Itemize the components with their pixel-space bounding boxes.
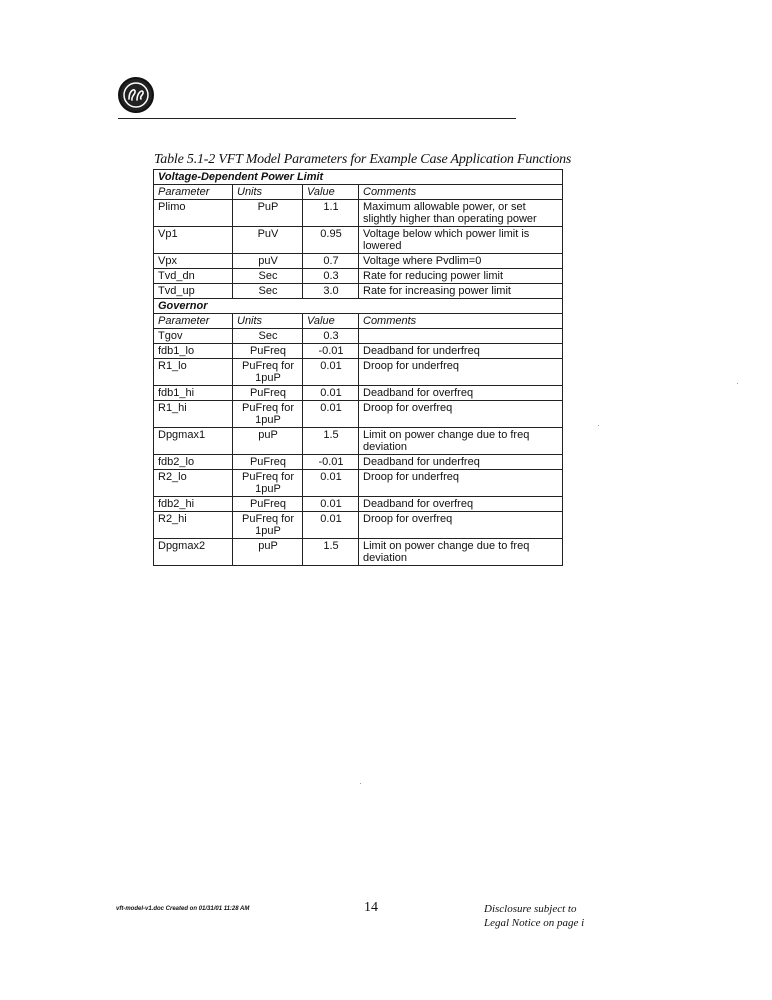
value-cell: -0.01 [303,455,359,470]
comment-cell: Deadband for overfreq [359,386,563,401]
value-cell: 0.3 [303,269,359,284]
comment-cell: Droop for underfreq [359,359,563,386]
param-cell: fdb2_lo [154,455,233,470]
value-cell: 1.1 [303,200,359,227]
column-header: Parameter [154,185,233,200]
units-cell: Sec [233,284,303,299]
units-cell: puV [233,254,303,269]
table-row [154,344,563,359]
table-row [154,497,563,512]
column-header: Value [303,314,359,329]
page-number: 14 [364,900,378,915]
value-cell: 0.7 [303,254,359,269]
units-cell: puP [233,539,303,566]
param-cell: fdb1_lo [154,344,233,359]
table-row [154,284,563,299]
comment-cell: Limit on power change due to freq deviation [359,428,563,455]
table-row [154,359,563,386]
units-cell: Sec [233,269,303,284]
value-cell: 1.5 [303,539,359,566]
value-cell: 0.95 [303,227,359,254]
param-cell: fdb1_hi [154,386,233,401]
column-header-row [154,314,563,329]
param-cell: Dpgmax1 [154,428,233,455]
table-row [154,269,563,284]
table-row [154,401,563,428]
comment-cell: Droop for overfreq [359,401,563,428]
value-cell: 0.01 [303,401,359,428]
column-header-row [154,185,563,200]
table-caption: Table 5.1-2 VFT Model Parameters for Example Case Application Functions [154,152,572,167]
table-row [154,227,563,254]
section-title-row [154,170,563,185]
scan-speck [360,783,361,784]
table-row [154,386,563,401]
comment-cell: Droop for underfreq [359,470,563,497]
comment-cell: Voltage below which power limit is lowered [359,227,563,254]
param-cell: R2_lo [154,470,233,497]
footer-file-info: vft-model-v1.doc Created on 01/31/01 11:28 AM [116,906,250,912]
scan-speck [737,383,738,384]
value-cell: 0.01 [303,512,359,539]
table-row [154,428,563,455]
param-cell: Vp1 [154,227,233,254]
comment-cell: Limit on power change due to freq deviation [359,539,563,566]
units-cell: PuV [233,227,303,254]
comment-cell [359,329,563,344]
comment-cell: Deadband for overfreq [359,497,563,512]
param-cell: Plimo [154,200,233,227]
section-title-row [154,299,563,314]
units-cell: Sec [233,329,303,344]
param-cell: Tvd_dn [154,269,233,284]
ge-monogram-graphic [120,79,152,111]
comment-cell: Rate for increasing power limit [359,284,563,299]
table-row [154,455,563,470]
units-cell: PuFreq [233,344,303,359]
column-header: Units [233,314,303,329]
param-cell: R1_hi [154,401,233,428]
scan-speck [598,425,599,426]
param-cell: Dpgmax2 [154,539,233,566]
units-cell: PuFreq for 1puP [233,512,303,539]
table-row [154,512,563,539]
column-header: Value [303,185,359,200]
param-cell: R2_hi [154,512,233,539]
comment-cell: Maximum allowable power, or set slightly higher than operating power [359,200,563,227]
section-title: Governor [154,299,563,314]
units-cell: PuFreq for 1puP [233,470,303,497]
header-rule [118,118,516,119]
disclosure-line-1: Disclosure subject to [484,903,577,915]
parameter-table-body [154,170,563,566]
footer-disclosure [484,902,584,930]
column-header: Parameter [154,314,233,329]
param-cell: R1_lo [154,359,233,386]
comment-cell: Rate for reducing power limit [359,269,563,284]
ge-logo-icon [118,77,154,113]
units-cell: PuFreq [233,497,303,512]
table-row [154,329,563,344]
value-cell: 0.01 [303,470,359,497]
disclosure-line-2: Legal Notice on page i [484,917,585,929]
units-cell: PuP [233,200,303,227]
comment-cell: Deadband for underfreq [359,455,563,470]
value-cell: 1.5 [303,428,359,455]
param-cell: Tgov [154,329,233,344]
comment-cell: Deadband for underfreq [359,344,563,359]
units-cell: PuFreq for 1puP [233,401,303,428]
column-header: Comments [359,185,563,200]
parameter-table [153,169,563,566]
comment-cell: Droop for overfreq [359,512,563,539]
table-row [154,470,563,497]
comment-cell: Voltage where Pvdlim=0 [359,254,563,269]
units-cell: PuFreq for 1puP [233,359,303,386]
column-header: Units [233,185,303,200]
table-row [154,200,563,227]
param-cell: Tvd_up [154,284,233,299]
table-row [154,254,563,269]
value-cell: 3.0 [303,284,359,299]
column-header: Comments [359,314,563,329]
table-row [154,539,563,566]
param-cell: Vpx [154,254,233,269]
param-cell: fdb2_hi [154,497,233,512]
value-cell: 0.01 [303,386,359,401]
value-cell: -0.01 [303,344,359,359]
units-cell: PuFreq [233,386,303,401]
section-title: Voltage-Dependent Power Limit [154,170,563,185]
value-cell: 0.3 [303,329,359,344]
value-cell: 0.01 [303,359,359,386]
units-cell: puP [233,428,303,455]
units-cell: PuFreq [233,455,303,470]
value-cell: 0.01 [303,497,359,512]
